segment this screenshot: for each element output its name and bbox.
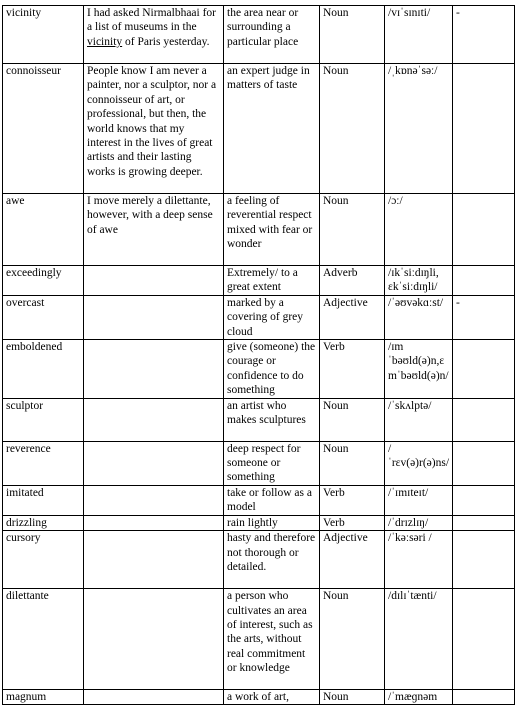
extra-cell — [453, 340, 515, 399]
pos-cell: Adjective — [320, 531, 385, 589]
sentence-cell — [84, 589, 224, 690]
pos-cell: Noun — [320, 194, 385, 266]
sentence-cell — [84, 441, 224, 485]
word-cell: magnum — [3, 690, 84, 705]
meaning-cell: a person who cultivates an area of interest, such as the arts, without real commitment or knowledge — [224, 589, 320, 690]
pos-cell: Noun — [320, 64, 385, 194]
pos-cell: Verb — [320, 515, 385, 530]
pronunciation-cell: /vɪˈsɪnɪti/ — [385, 6, 453, 64]
word-cell: awe — [3, 194, 84, 266]
sentence-cell — [84, 531, 224, 589]
extra-cell — [453, 589, 515, 690]
pronunciation-cell: /ˈdrɪzlɪŋ/ — [385, 515, 453, 530]
meaning-cell: Extremely/ to a great extent — [224, 266, 320, 296]
pronunciation-cell: /ˈrɛv(ə)r(ə)ns/ — [385, 441, 453, 485]
sentence-cell — [84, 266, 224, 296]
sentence-cell — [84, 515, 224, 530]
table-row — [3, 690, 515, 705]
meaning-cell: an artist who makes sculptures — [224, 398, 320, 441]
extra-cell — [453, 531, 515, 589]
pos-cell: Adverb — [320, 266, 385, 296]
pronunciation-cell: /ˈmæɡnəm — [385, 690, 453, 705]
pronunciation-cell: /ˈɪmɪteɪt/ — [385, 485, 453, 515]
word-cell: vicinity — [3, 6, 84, 64]
sentence-cell: People know I am never a painter, nor a sculptor, nor a connoisseur of art, or professional, but then, the world knows that my interest in the lives of great artists and their lasting works is growing deeper. — [84, 64, 224, 194]
pos-cell: Noun — [320, 6, 385, 64]
sentence-cell: I move merely a dilettante, however, with a deep sense of awe — [84, 194, 224, 266]
meaning-cell: rain lightly — [224, 515, 320, 530]
sentence-cell — [84, 485, 224, 515]
meaning-cell: hasty and therefore not thorough or detailed. — [224, 531, 320, 589]
pos-cell: Noun — [320, 589, 385, 690]
extra-cell — [453, 441, 515, 485]
extra-cell: - — [453, 295, 515, 339]
extra-cell — [453, 266, 515, 296]
table-row — [3, 515, 515, 530]
extra-cell — [453, 64, 515, 194]
pos-cell: Noun — [320, 398, 385, 441]
meaning-cell: take or follow as a model — [224, 485, 320, 515]
pronunciation-cell: /ɪmˈbəʊld(ə)n,ɛmˈbəʊld(ə)n/ — [385, 340, 453, 399]
meaning-cell: a feeling of reverential respect mixed with fear or wonder — [224, 194, 320, 266]
extra-cell: - — [453, 6, 515, 64]
pos-cell: Noun — [320, 441, 385, 485]
extra-cell — [453, 398, 515, 441]
table-row — [3, 485, 515, 515]
word-cell: overcast — [3, 295, 84, 339]
word-cell: drizzling — [3, 515, 84, 530]
pos-cell: Adjective — [320, 295, 385, 339]
meaning-cell: the area near or surrounding a particular place — [224, 6, 320, 64]
extra-cell — [453, 194, 515, 266]
word-cell: reverence — [3, 441, 84, 485]
pos-cell: Verb — [320, 485, 385, 515]
word-cell: cursory — [3, 531, 84, 589]
pronunciation-cell: /ˈəʊvəkɑːst/ — [385, 295, 453, 339]
word-cell: emboldened — [3, 340, 84, 399]
table-row — [3, 6, 515, 64]
meaning-cell: marked by a covering of grey cloud — [224, 295, 320, 339]
word-cell: imitated — [3, 485, 84, 515]
sentence-cell — [84, 340, 224, 399]
table-row — [3, 531, 515, 589]
table-row — [3, 64, 515, 194]
pronunciation-cell: /dɪlɪˈtænti/ — [385, 589, 453, 690]
table-row — [3, 441, 515, 485]
pos-cell: Noun — [320, 690, 385, 705]
pronunciation-cell: /ˈkəːsəri / — [385, 531, 453, 589]
word-cell: dilettante — [3, 589, 84, 690]
word-cell: sculptor — [3, 398, 84, 441]
pronunciation-cell: /ˈskʌlptə/ — [385, 398, 453, 441]
table-row — [3, 194, 515, 266]
extra-cell — [453, 485, 515, 515]
table-row — [3, 295, 515, 339]
table-row — [3, 589, 515, 690]
vocabulary-table — [2, 5, 515, 705]
extra-cell — [453, 690, 515, 705]
sentence-cell — [84, 398, 224, 441]
pronunciation-cell: /ɔː/ — [385, 194, 453, 266]
extra-cell — [453, 515, 515, 530]
sentence-cell: I had asked Nirmalbhaai for a list of museums in the vicinity of Paris yesterday. — [84, 6, 224, 64]
pronunciation-cell: /ɪkˈsiːdɪŋli, ɛkˈsiːdɪŋli/ — [385, 266, 453, 296]
pos-cell: Verb — [320, 340, 385, 399]
table-row — [3, 340, 515, 399]
meaning-cell: give (someone) the courage or confidence to do something — [224, 340, 320, 399]
meaning-cell: a work of art, — [224, 690, 320, 705]
meaning-cell: an expert judge in matters of taste — [224, 64, 320, 194]
pronunciation-cell: /ˌkɒnəˈsəː/ — [385, 64, 453, 194]
word-cell: connoisseur — [3, 64, 84, 194]
meaning-cell: deep respect for someone or something — [224, 441, 320, 485]
table-row — [3, 398, 515, 441]
sentence-cell — [84, 295, 224, 339]
highlighted-word: vicinity — [87, 35, 123, 48]
sentence-cell — [84, 690, 224, 705]
word-cell: exceedingly — [3, 266, 84, 296]
table-row — [3, 266, 515, 296]
